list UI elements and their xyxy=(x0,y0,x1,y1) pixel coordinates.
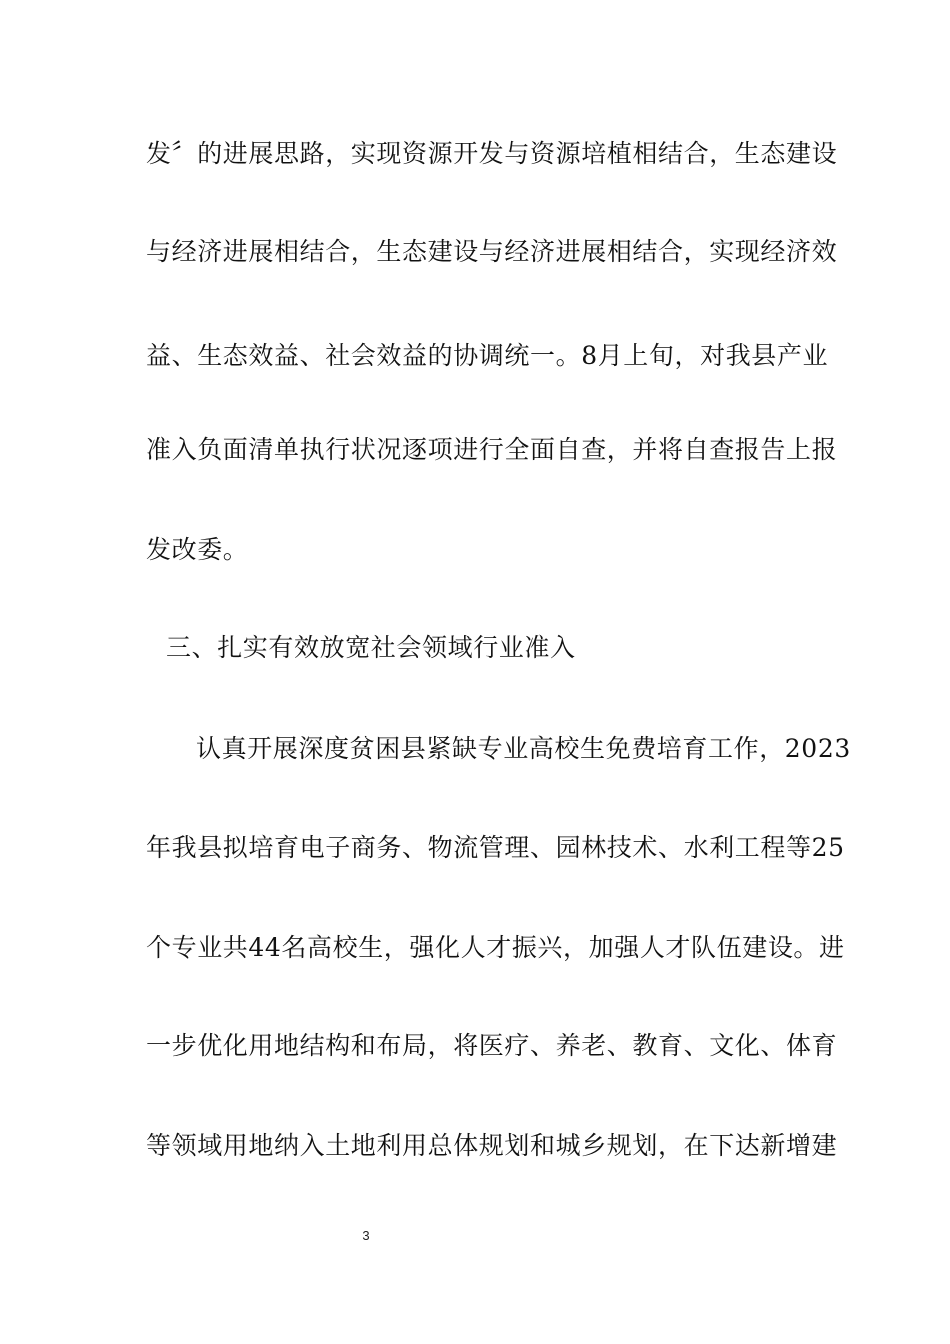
paragraph-line: 益、生态效益、社会效益的协调统一。8月上旬，对我县产业 xyxy=(146,341,829,370)
paragraph-line: 发〞的进展思路，实现资源开发与资源培植相结合，生态建设 xyxy=(146,139,838,168)
paragraph-line: 个专业共44名高校生，强化人才振兴，加强人才队伍建设。进 xyxy=(146,933,845,962)
paragraph-line: 认真开展深度贫困县紧缺专业高校生免费培育工作，2023 xyxy=(196,734,851,763)
paragraph-line: 准入负面清单执行状况逐项进行全面自查，并将自查报告上报 xyxy=(146,435,838,464)
paragraph-line: 一步优化用地结构和布局，将医疗、养老、教育、文化、体育 xyxy=(146,1031,838,1060)
page-number: 3 xyxy=(362,1228,370,1243)
paragraph-line: 等领域用地纳入土地利用总体规划和城乡规划，在下达新增建 xyxy=(146,1131,838,1160)
paragraph-line: 与经济进展相结合，生态建设与经济进展相结合，实现经济效 xyxy=(146,237,838,266)
paragraph-line: 发改委。 xyxy=(146,535,249,564)
section-heading: 三、扎实有效放宽社会领域行业准入 xyxy=(166,633,576,662)
paragraph-line: 年我县拟培育电子商务、物流管理、园林技术、水利工程等25 xyxy=(146,833,845,862)
